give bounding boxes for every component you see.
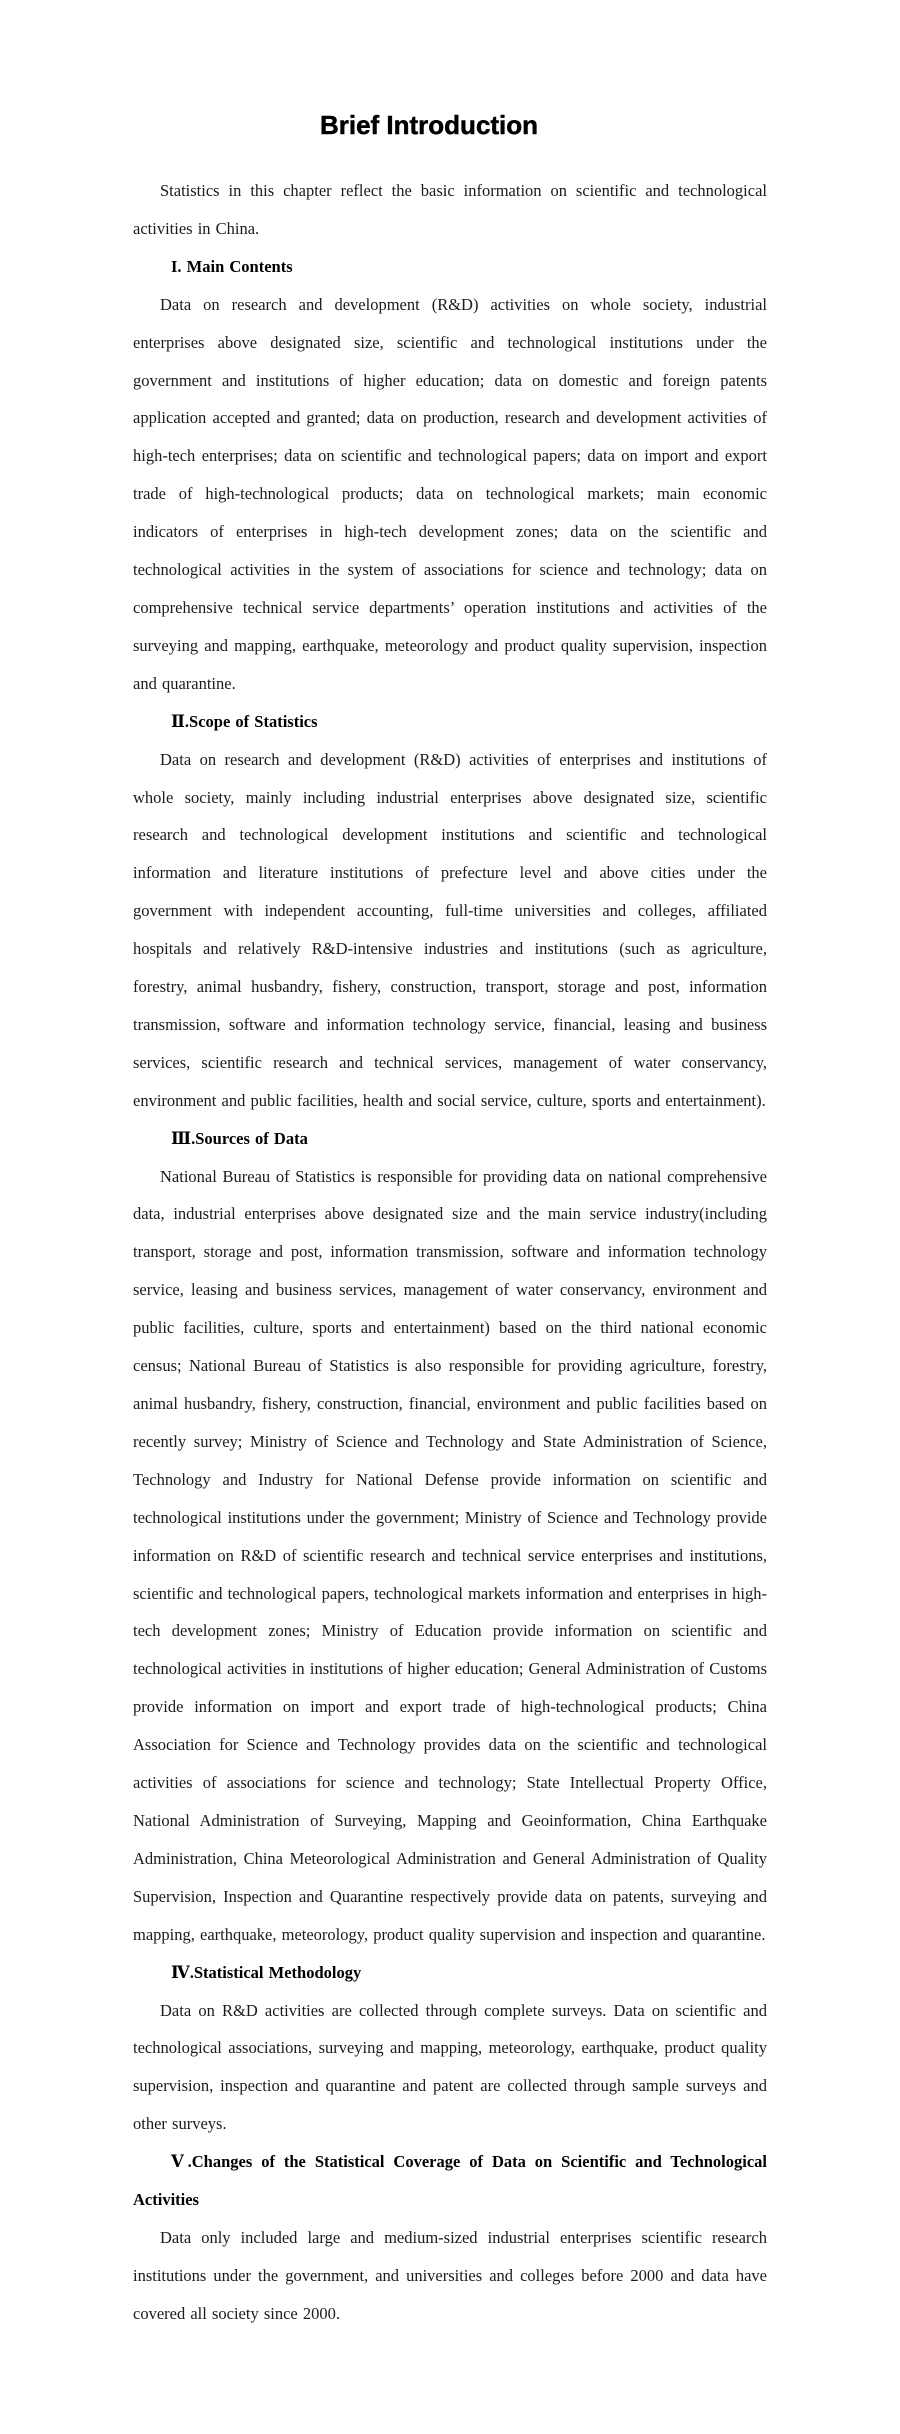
intro-paragraph: Statistics in this chapter reflect the basic information on scientific and technological activities in China. xyxy=(133,181,767,238)
heading-coverage-changes: Ⅴ.Changes of the Statistical Coverage of Data on Scientific and Technological Activities xyxy=(133,2152,767,2210)
sources-paragraph: National Bureau of Statistics is responsible for providing data on national comprehensive data, industrial enterprises above designated size and the main service industry(including transport, storage and post, information transmission, software and information technology service, leasing and business services, management of water conservancy, environment and public facilities, culture, sports and entertainment) based on the third national economic census; National Bureau of Statistics is also responsible for providing agriculture, forestry, animal husbandry, fishery, construction, financial, environment and public facilities based on recently survey; Ministry of Science and Technology and State Administration of Science, Technology and Industry for National Defense provide information on scientific and technological institutions under the government; Ministry of Science and Technology provide information on R&D of scientific research and technical service enterprises and institutions, scientific and technological papers, technological markets information and enterprises in high-tech development zones; Ministry of Education provide information on scientific and technological activities in institutions of higher education; General Administration of Customs provide information on import and export trade of high-technological products; China Association for Science and Technology provides data on the scientific and technological activities of associations for science and technology; State Intellectual Property Office, National Administration of Surveying, Mapping and Geoinformation, China Earthquake Administration, China Meteorological Administration and General Administration of Quality Supervision, Inspection and Quarantine respectively provide data on patents, surveying and mapping, earthquake, meteorology, product quality supervision and inspection and quarantine. xyxy=(133,1166,767,1944)
document-body xyxy=(133,172,767,2333)
scope-paragraph: Data on research and development (R&D) activities of enterprises and institutions of whole society, mainly including industrial enterprises above designated size, scientific research and technological development institutions and scientific and technological information and literature institutions of prefecture level and above cities under the government with independent accounting, full-time universities and colleges, affiliated hospitals and relatively R&D-intensive industries and institutions (such as agriculture, forestry, animal husbandry, fishery, construction, transport, storage and post, information transmission, software and information technology service, financial, leasing and business services, scientific research and technical services, management of water conservancy, environment and public facilities, health and social service, culture, sports and entertainment). xyxy=(133,749,767,1110)
heading-sources-of-data: Ⅲ.Sources of Data xyxy=(171,1128,308,1148)
heading-scope-of-statistics: Ⅱ.Scope of Statistics xyxy=(171,711,318,731)
coverage-changes-paragraph: Data only included large and medium-sized industrial enterprises scientific research institutions under the government, and universities and colleges before 2000 and data have covered all society since 2000. xyxy=(133,2227,767,2323)
page-title: Brief Introduction xyxy=(319,110,539,140)
main-contents-paragraph: Data on research and development (R&D) activities on whole society, industrial enterprises above designated size, scientific and technological institutions under the government and institutions of higher education; data on domestic and foreign patents application accepted and granted; data on production, research and development activities of high-tech enterprises; data on scientific and technological papers; data on import and export trade of high-technological products; data on technological markets; main economic indicators of enterprises in high-tech development zones; data on the scientific and technological activities in the system of associations for science and technology; data on comprehensive technical service departments’ operation institutions and activities of the surveying and mapping, earthquake, meteorology and product quality supervision, inspection and quarantine. xyxy=(133,294,767,693)
heading-statistical-methodology: Ⅳ.Statistical Methodology xyxy=(171,1962,362,1982)
heading-main-contents: I. Main Contents xyxy=(171,256,293,276)
methodology-paragraph: Data on R&D activities are collected through complete surveys. Data on scientific and technological associations, surveying and mapping, meteorology, earthquake, product quality supervision, inspection and quarantine and patent are collected through sample surveys and other surveys. xyxy=(133,2000,767,2134)
